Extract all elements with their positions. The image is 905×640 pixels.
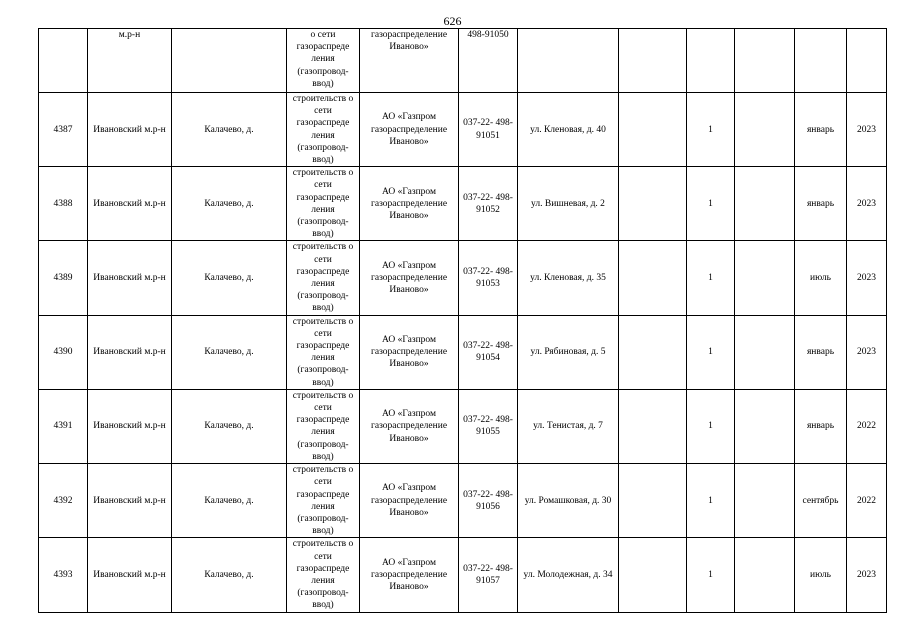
cell-number: 4391: [39, 389, 88, 463]
cell-year: 2023: [847, 167, 887, 241]
table-row: [39, 538, 887, 612]
cell-locality: Калачево, д.: [172, 315, 287, 389]
cell-code: 498-91050: [459, 29, 518, 93]
cell-number: 4390: [39, 315, 88, 389]
cell-number: 4389: [39, 241, 88, 315]
cell-col10: [735, 93, 795, 167]
cell-count: 1: [687, 241, 735, 315]
table-row: [39, 389, 887, 463]
cell-count: [687, 29, 735, 93]
cell-count: 1: [687, 464, 735, 538]
cell-col8: [619, 241, 687, 315]
cell-company: АО «Газпром газораспределение Иваново»: [360, 464, 459, 538]
cell-address: ул. Кленовая, д. 40: [518, 93, 619, 167]
cell-address: ул. Ромашковая, д. 30: [518, 464, 619, 538]
cell-code: 037-22- 498-91057: [459, 538, 518, 612]
cell-work-type: строительств о сети газораспреде ления (газопровод- ввод): [287, 167, 360, 241]
cell-count: 1: [687, 538, 735, 612]
table-row: [39, 315, 887, 389]
cell-address: ул. Вишневая, д. 2: [518, 167, 619, 241]
cell-col8: [619, 315, 687, 389]
cell-code: 037-22- 498-91056: [459, 464, 518, 538]
cell-district: Ивановский м.р-н: [88, 315, 172, 389]
cell-col8: [619, 167, 687, 241]
cell-work-type: строительств о сети газораспреде ления (газопровод- ввод): [287, 464, 360, 538]
cell-code: 037-22- 498-91051: [459, 93, 518, 167]
cell-district: Ивановский м.р-н: [88, 167, 172, 241]
cell-col8: [619, 389, 687, 463]
cell-month: январь: [795, 389, 847, 463]
cell-number: 4388: [39, 167, 88, 241]
cell-work-type: строительств о сети газораспреде ления (газопровод- ввод): [287, 389, 360, 463]
table-row: [39, 464, 887, 538]
cell-locality: [172, 29, 287, 93]
cell-code: 037-22- 498-91055: [459, 389, 518, 463]
cell-code: 037-22- 498-91054: [459, 315, 518, 389]
page-number: 626: [443, 14, 462, 28]
cell-year: 2023: [847, 315, 887, 389]
cell-district: Ивановский м.р-н: [88, 241, 172, 315]
cell-year: 2022: [847, 464, 887, 538]
registry-table: [38, 28, 887, 613]
cell-company: АО «Газпром газораспределение Иваново»: [360, 241, 459, 315]
cell-year: 2023: [847, 93, 887, 167]
cell-year: 2022: [847, 389, 887, 463]
cell-company: газораспределение Иваново»: [360, 29, 459, 93]
cell-company: АО «Газпром газораспределение Иваново»: [360, 167, 459, 241]
cell-work-type: строительств о сети газораспреде ления (газопровод- ввод): [287, 315, 360, 389]
cell-locality: Калачево, д.: [172, 93, 287, 167]
cell-district: Ивановский м.р-н: [88, 538, 172, 612]
cell-col8: [619, 93, 687, 167]
cell-count: 1: [687, 93, 735, 167]
cell-address: ул. Молодежная, д. 34: [518, 538, 619, 612]
cell-col8: [619, 29, 687, 93]
cell-locality: Калачево, д.: [172, 538, 287, 612]
cell-month: январь: [795, 315, 847, 389]
cell-work-type: о сети газораспреде ления (газопровод- ввод): [287, 29, 360, 93]
table-row: [39, 93, 887, 167]
cell-month: сентябрь: [795, 464, 847, 538]
cell-month: июль: [795, 241, 847, 315]
cell-company: АО «Газпром газораспределение Иваново»: [360, 389, 459, 463]
cell-year: 2023: [847, 538, 887, 612]
cell-year: 2023: [847, 241, 887, 315]
cell-count: 1: [687, 389, 735, 463]
cell-month: июль: [795, 538, 847, 612]
cell-month: январь: [795, 93, 847, 167]
cell-work-type: строительств о сети газораспреде ления (газопровод- ввод): [287, 538, 360, 612]
cell-col8: [619, 464, 687, 538]
cell-year: [847, 29, 887, 93]
cell-locality: Калачево, д.: [172, 464, 287, 538]
cell-col10: [735, 538, 795, 612]
cell-code: 037-22- 498-91053: [459, 241, 518, 315]
cell-address: ул. Рябиновая, д. 5: [518, 315, 619, 389]
cell-col10: [735, 389, 795, 463]
cell-col10: [735, 464, 795, 538]
cell-locality: Калачево, д.: [172, 241, 287, 315]
cell-locality: Калачево, д.: [172, 389, 287, 463]
cell-company: АО «Газпром газораспределение Иваново»: [360, 93, 459, 167]
cell-address: ул. Тенистая, д. 7: [518, 389, 619, 463]
cell-address: [518, 29, 619, 93]
cell-number: 4392: [39, 464, 88, 538]
cell-count: 1: [687, 315, 735, 389]
table-row: [39, 167, 887, 241]
cell-code: 037-22- 498-91052: [459, 167, 518, 241]
cell-work-type: строительств о сети газораспреде ления (газопровод- ввод): [287, 93, 360, 167]
cell-col10: [735, 315, 795, 389]
table-row: [39, 241, 887, 315]
cell-district: Ивановский м.р-н: [88, 93, 172, 167]
cell-address: ул. Кленовая, д. 35: [518, 241, 619, 315]
cell-company: АО «Газпром газораспределение Иваново»: [360, 315, 459, 389]
cell-district: Ивановский м.р-н: [88, 464, 172, 538]
cell-month: [795, 29, 847, 93]
cell-month: январь: [795, 167, 847, 241]
cell-col10: [735, 241, 795, 315]
table-row-partial: [39, 29, 887, 93]
cell-number: [39, 29, 88, 93]
cell-company: АО «Газпром газораспределение Иваново»: [360, 538, 459, 612]
cell-col10: [735, 29, 795, 93]
cell-district: м.р-н: [88, 29, 172, 93]
cell-locality: Калачево, д.: [172, 167, 287, 241]
cell-count: 1: [687, 167, 735, 241]
cell-col8: [619, 538, 687, 612]
cell-district: Ивановский м.р-н: [88, 389, 172, 463]
cell-col10: [735, 167, 795, 241]
cell-work-type: строительств о сети газораспреде ления (газопровод- ввод): [287, 241, 360, 315]
cell-number: 4393: [39, 538, 88, 612]
cell-number: 4387: [39, 93, 88, 167]
